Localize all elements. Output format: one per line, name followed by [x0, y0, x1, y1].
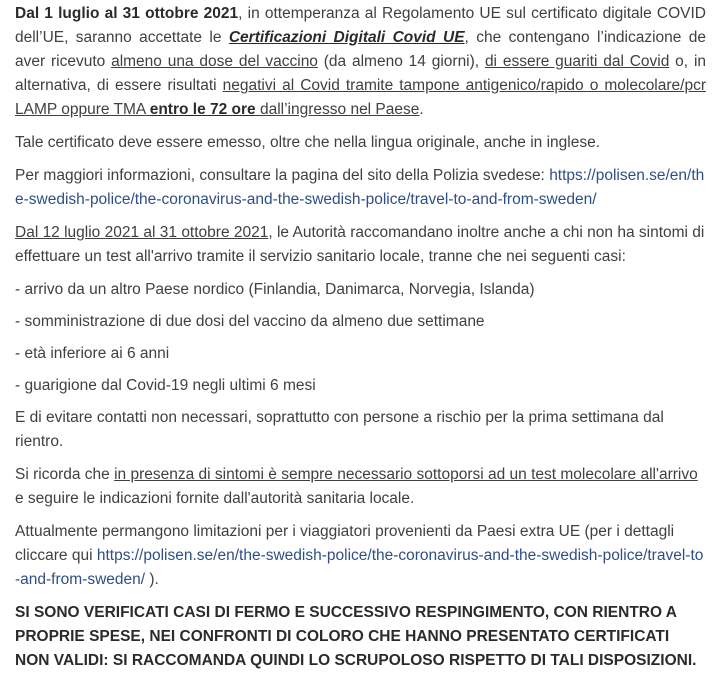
entry-underline: dall’ingresso nel Paese [255, 101, 420, 118]
paragraph-text: Per maggiori informazioni, consultare la pagina del sito della Polizia svedese: [15, 167, 550, 184]
list-item: - somministrazione di due dosi del vaccino da almeno due settimane [15, 313, 485, 330]
paragraph-text: , che contengano l’indicazione de aver ricevuto [15, 29, 707, 70]
paragraph-text: , le Autorità raccomandano inoltre anche a chi non ha sintomi di effettuare un test all'arrivo tramite il servizio sanitario locale, tranne che nei seguenti casi: [15, 224, 705, 265]
date-range-bold: Dal 1 luglio al 31 ottobre 2021 [15, 5, 239, 22]
covid-certificates-link[interactable]: Certificazioni Digitali Covid UE [228, 29, 465, 46]
paragraph-text: Attualmente permangono limitazioni per i viaggiatori provenienti da Paesi extra UE (per i dettagli cliccare qui [15, 523, 675, 564]
paragraph-text: , in ottemperanza al Regolamento UE sul certificato digitale COVID dell’UE, saranno accettate le [15, 5, 706, 46]
paragraph-police-info [15, 164, 706, 212]
paragraph-text: Si ricorda che [15, 466, 115, 483]
vaccine-dose-underline: almeno una dose del vaccino [111, 53, 318, 70]
list-item: - guarigione dal Covid-19 negli ultimi 6 mesi [15, 377, 316, 394]
list-item: - età inferiore ai 6 anni [15, 345, 170, 362]
paragraph-text: (da almeno 14 giorni), [317, 53, 485, 70]
paragraph-recommendation [15, 221, 706, 269]
paragraph-text: . [419, 101, 424, 118]
paragraph-text: ). [145, 571, 159, 588]
paragraph-language: Tale certificato deve essere emesso, oltre che nella lingua originale, anche in inglese. [15, 134, 601, 151]
within-72-hours: entro le 72 ore [149, 101, 256, 118]
symptoms-underline: in presenza di sintomi è sempre necessario sottoporsi ad un test molecolare all'arrivo [114, 466, 698, 483]
list-item: - arrivo da un altro Paese nordico (Finlandia, Danimarca, Norvegia, Islanda) [15, 281, 535, 298]
paragraph-extra-eu [15, 520, 706, 592]
negative-test-underline: negativi al Covid tramite tampone antigenico/rapido o molecolare/pcr LAMP oppure TMA [15, 77, 706, 118]
paragraph-symptoms [15, 463, 706, 511]
paragraph-certificates [15, 2, 706, 122]
polisen-link[interactable]: https://polisen.se/en/the-swedish-police/the-coronavirus-and-the-swedish-police/travel-to-and-from-sweden/ [15, 167, 705, 208]
paragraph-text: o, in alternativa, di essere risultati [15, 53, 707, 94]
paragraph-text: e seguire le indicazioni fornite dall'autorità sanitaria locale. [15, 490, 415, 507]
polisen-details-link[interactable]: https://polisen.se/en/the-swedish-police/the-coronavirus-and-the-swedish-police/travel-to-and-from-sweden/ [15, 547, 704, 588]
date-range-underline: Dal 12 luglio 2021 al 31 ottobre 2021 [15, 224, 269, 241]
recovered-underline: di essere guariti dal Covid [484, 53, 670, 70]
warning-text: SI SONO VERIFICATI CASI DI FERMO E SUCCESSIVO RESPINGIMENTO, CON RIENTRO A PROPRIE SPESE, NEI CONFRONTI DI COLORO CHE HANNO PRESENTATO CERTIFICATI NON VALIDI: SI RACCOMANDA QUINDI LO SCRUPOLOSO RISPETTO DI TALI DISPOSIZIONI. [15, 604, 697, 669]
paragraph-avoid-contacts: E di evitare contatti non necessari, soprattutto con persone a rischio per la prima settimana dal rientro. [15, 409, 664, 450]
